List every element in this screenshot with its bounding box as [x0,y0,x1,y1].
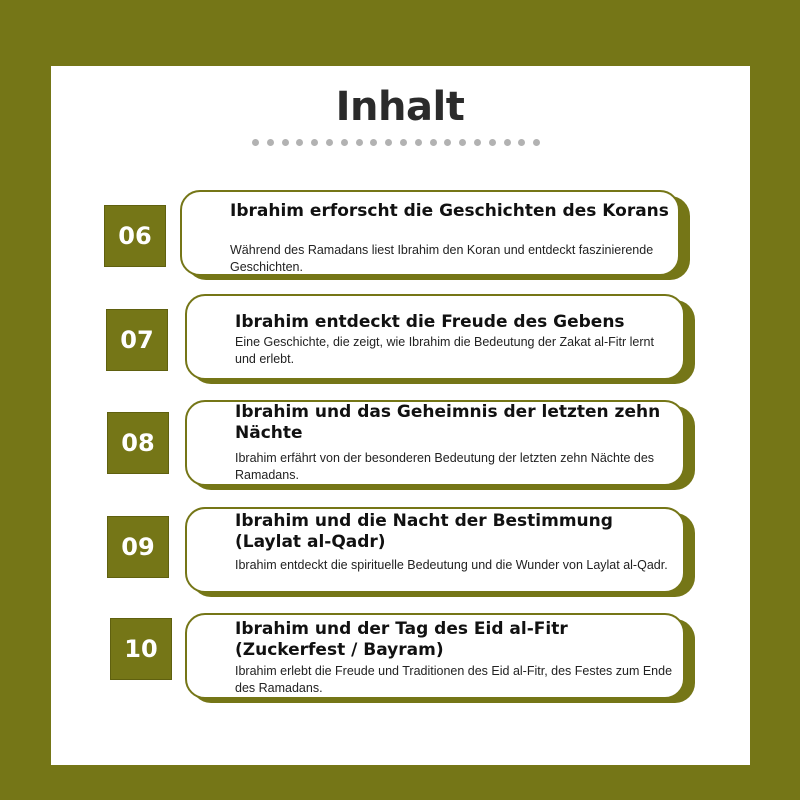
divider-dot [400,139,407,146]
toc-card [185,613,685,699]
entry-description: Ibrahim erlebt die Freude und Traditionen des Eid al-Fitr, des Festes zum Ende des Ramadans. [235,664,673,695]
page-title: Inhalt [335,84,465,130]
divider-dot [341,139,348,146]
divider-dot [326,139,333,146]
dotted-divider [252,139,552,149]
entry-number-badge: 08 [108,413,168,473]
entry-number-badge: 10 [111,619,171,679]
toc-card [185,400,685,486]
toc-card [185,294,685,380]
entry-title: Ibrahim und die Nacht der Bestimmung (Laylat al-Qadr) [235,511,613,552]
divider-dot [504,139,511,146]
entry-number-badge: 07 [107,310,167,370]
entry-description: Während des Ramadans liest Ibrahim den Koran und entdeckt faszinierende Geschichten. [230,243,654,274]
divider-dot [444,139,451,146]
divider-dot [474,139,481,146]
entry-description: Ibrahim entdeckt die spirituelle Bedeutung und die Wunder von Laylat al-Qadr. [235,558,668,572]
entry-number-badge: 09 [108,517,168,577]
divider-dot [356,139,363,146]
divider-dot [282,139,289,146]
divider-dot [518,139,525,146]
toc-card [180,190,680,276]
divider-dot [533,139,540,146]
entry-title: Ibrahim entdeckt die Freude des Gebens [235,312,625,332]
divider-dot [415,139,422,146]
divider-dot [296,139,303,146]
entry-description: Ibrahim erfährt von der besonderen Bedeutung der letzten zehn Nächte des Ramadans. [235,451,655,482]
divider-dot [370,139,377,146]
divider-dot [267,139,274,146]
entry-title: Ibrahim erforscht die Geschichten des Korans [230,201,669,221]
divider-dot [459,139,466,146]
entry-number-badge: 06 [105,206,165,266]
entry-description: Eine Geschichte, die zeigt, wie Ibrahim die Bedeutung der Zakat al-Fitr lernt und erlebt. [235,335,654,366]
divider-dot [489,139,496,146]
toc-card [185,507,685,593]
divider-dot [252,139,259,146]
divider-dot [430,139,437,146]
entry-title: Ibrahim und das Geheimnis der letzten zehn Nächte [235,402,661,443]
entry-title: Ibrahim und der Tag des Eid al-Fitr (Zuckerfest / Bayram) [235,619,568,660]
divider-dot [311,139,318,146]
divider-dot [385,139,392,146]
